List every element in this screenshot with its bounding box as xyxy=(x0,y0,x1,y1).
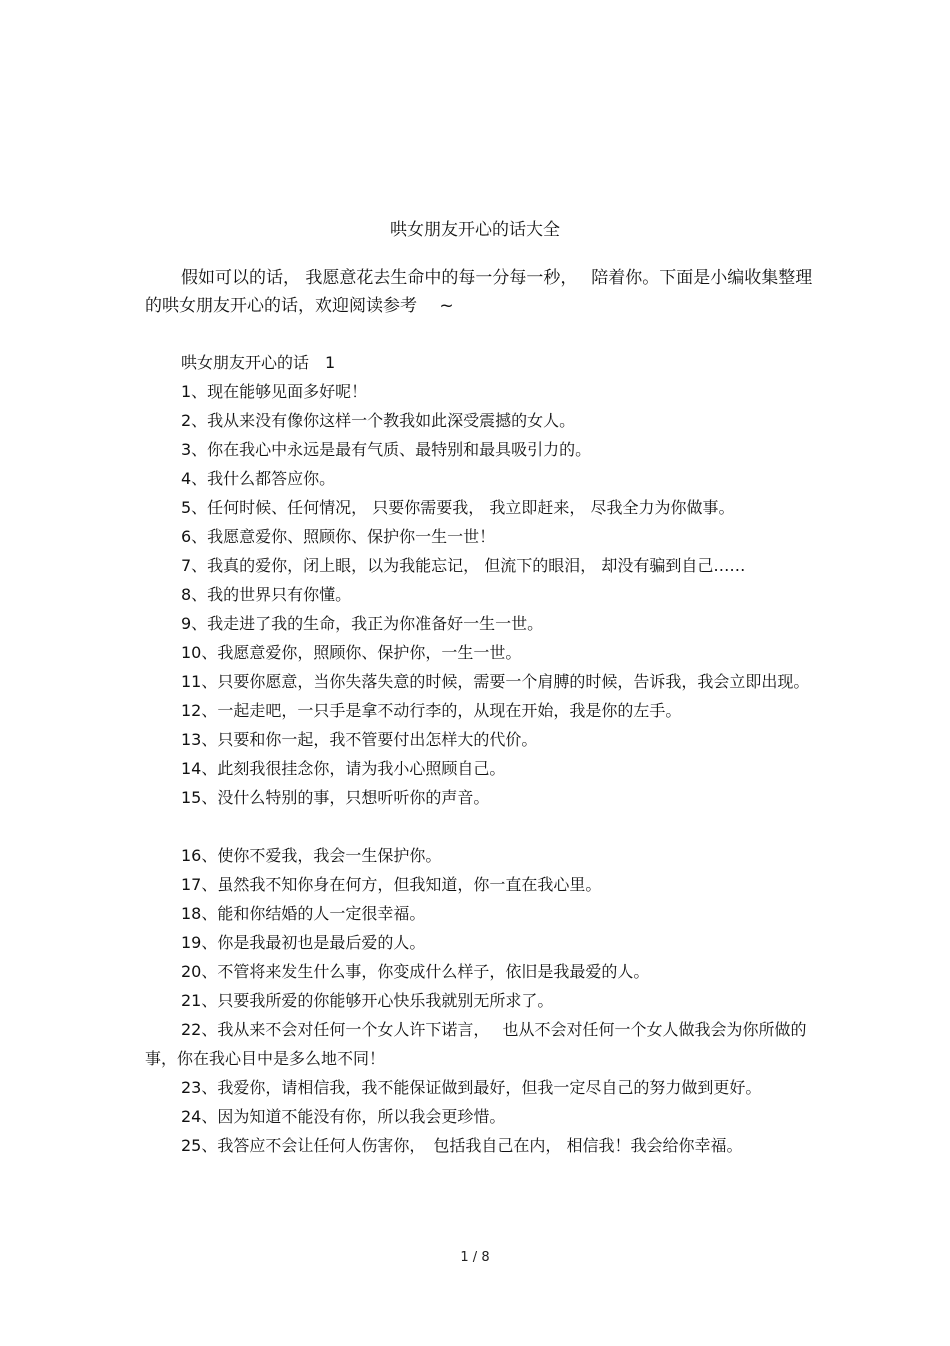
list-item: 1、现在能够见面多好呢！ xyxy=(181,382,368,401)
list-item: 6、我愿意爱你、照顾你、保护你一生一世！ xyxy=(181,527,496,546)
list-item: 23、我爱你，请相信我，我不能保证做到最好，但我一定尽自己的努力做到更好。 xyxy=(181,1078,762,1097)
list-item: 2、我从来没有像你这样一个教我如此深受震撼的女人。 xyxy=(181,411,576,430)
list-item: 13、只要和你一起，我不管要付出怎样大的代价。 xyxy=(181,730,538,749)
list-item: 20、不管将来发生什么事，你变成什么样子，依旧是我最爱的人。 xyxy=(181,962,650,981)
content-body xyxy=(145,348,815,1160)
list-item: 19、你是我最初也是最后爱的人。 xyxy=(181,933,426,952)
list-item: 12、一起走吧，一只手是拿不动行李的，从现在开始，我是你的左手。 xyxy=(181,701,682,720)
list-item: 25、我答应不会让任何人伤害你， 包括我自己在内， 相信我！我会给你幸福。 xyxy=(181,1136,743,1155)
page-number: 1 / 8 xyxy=(460,1250,490,1265)
intro-paragraph: 假如可以的话， 我愿意花去生命中的每一分每一秒， 陪着你。下面是小编收集整理的哄女朋友开心的话，欢迎阅读参考 ~ xyxy=(145,268,813,316)
list-item: 14、此刻我很挂念你，请为我小心照顾自己。 xyxy=(181,759,506,778)
section-heading: 哄女朋友开心的话 1 xyxy=(181,353,336,372)
list-item: 18、能和你结婚的人一定很幸福。 xyxy=(181,904,426,923)
list-item: 4、我什么都答应你。 xyxy=(181,469,336,488)
list-item: 9、我走进了我的生命，我正为你准备好一生一世。 xyxy=(181,614,544,633)
paragraph-gap xyxy=(145,812,815,841)
list-item: 16、使你不爱我，我会一生保护你。 xyxy=(181,846,442,865)
list-item: 11、只要你愿意，当你失落失意的时候，需要一个肩膊的时候，告诉我，我会立即出现。 xyxy=(181,672,810,691)
list-item: 7、我真的爱你，闭上眼，以为我能忘记， 但流下的眼泪， 却没有骗到自己…… xyxy=(181,556,746,575)
list-item: 15、没什么特别的事，只想听听你的声音。 xyxy=(181,788,490,807)
list-item: 3、你在我心中永远是最有气质、最特别和最具吸引力的。 xyxy=(181,440,592,459)
list-item: 24、因为知道不能没有你，所以我会更珍惜。 xyxy=(181,1107,506,1126)
list-item: 22、我从来不会对任何一个女人许下诺言， 也从不会对任何一个女人做我会为你所做的事，你在我心目中是多么地不同！ xyxy=(145,1020,807,1068)
list-item: 21、只要我所爱的你能够开心快乐我就别无所求了。 xyxy=(181,991,554,1010)
document-title: 哄女朋友开心的话大全 xyxy=(390,220,560,240)
list-item: 17、虽然我不知你身在何方，但我知道，你一直在我心里。 xyxy=(181,875,602,894)
list-item: 8、我的世界只有你懂。 xyxy=(181,585,352,604)
list-item: 10、我愿意爱你，照顾你、保护你，一生一世。 xyxy=(181,643,522,662)
list-item: 5、任何时候、任何情况， 只要你需要我， 我立即赶来， 尽我全力为你做事。 xyxy=(181,498,735,517)
